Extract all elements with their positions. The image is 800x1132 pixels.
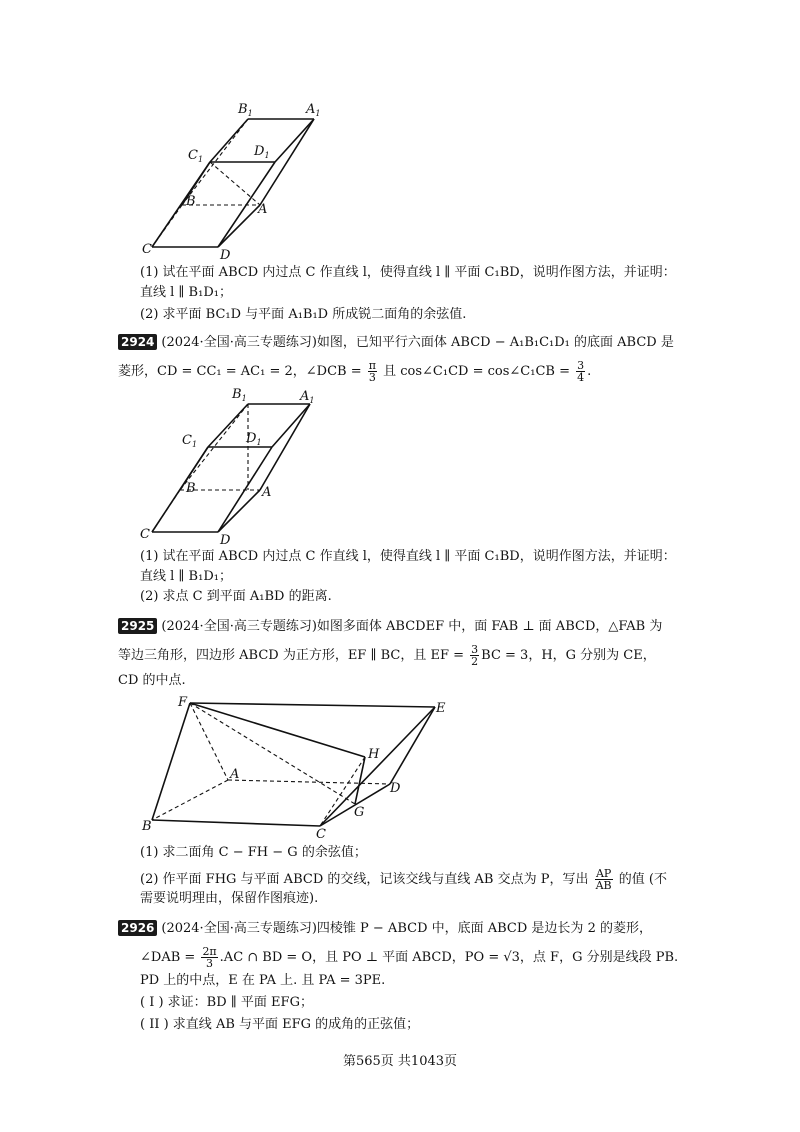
label-G: G (354, 805, 365, 820)
fraction-3-over-2: $\frac{3}{2}$ (471, 643, 479, 668)
p2924-q1a: (1) 试在平面 ABCD 内过点 C 作直线 l，使得直线 l ∥ 平面 C₁BD，说明作图方法，并证明： (140, 549, 676, 564)
p2925-q1: (1) 求二面角 C − FH − G 的余弦值； (140, 845, 367, 860)
label-A1: $A_1$ (306, 102, 321, 118)
p2925-line1: 2925 (2024·全国·高三专题练习)如图多面体 ABCDEF 中，面 FAB ⊥ 面 ABCD，△FAB 为 (118, 618, 662, 636)
page-footer: 第565页 共1043页 (342, 1054, 458, 1069)
label-E: E (436, 701, 446, 716)
label-B1: $B_1$ (238, 102, 253, 118)
p2923-q1a: (1) 试在平面 ABCD 内过点 C 作直线 l，使得直线 l ∥ 平面 C₁BD，说明作图方法，并证明： (140, 265, 676, 280)
label-D: D (220, 533, 231, 548)
p2924-q2: (2) 求点 C 到平面 A₁BD 的距离. (140, 589, 332, 604)
figure-parallelepiped-1 (130, 95, 340, 265)
label-B: B (186, 194, 196, 209)
label-A: A (230, 767, 240, 782)
fraction-AP-over-AB: $\frac{AP}{AB}$ (595, 867, 612, 892)
p2926-q1: ( I ) 求证：BD ∥ 平面 EFG； (140, 995, 313, 1010)
label-D: D (390, 781, 401, 796)
p2924-line1: 2924 (2024·全国·高三专题练习)如图，已知平行六面体 ABCD − A₁B₁C₁D₁ 的底面 ABCD 是 (118, 334, 674, 352)
figure-polyhedron (140, 692, 460, 842)
p2925-q2a: (2) 作平面 FHG 与平面 ABCD 的交线，记该交线与直线 AB 交点为 P，写出 $\frac{AP}{AB}$ 的值 (不 (140, 867, 667, 892)
label-D: D (220, 248, 231, 263)
p2926-line3: PD 上的中点，E 在 PA 上. 且 PA = 3PE. (140, 973, 386, 988)
fraction-3-over-4: $\frac{3}{4}$ (577, 359, 585, 384)
fraction-pi-over-3: $\frac{\pi}{3}$ (368, 359, 376, 384)
p2926-q2: ( II ) 求直线 AB 与平面 EFG 的成角的正弦值； (140, 1017, 420, 1032)
label-C1: $C_1$ (182, 433, 198, 449)
label-F: F (178, 695, 188, 710)
p2925-line2: 等边三角形，四边形 ABCD 为正方形，EF ∥ BC，且 EF = $\frac{3}{2}$ BC = 3，H，G 分别为 CE， (118, 643, 656, 668)
p2923-q1b: 直线 l ∥ B₁D₁； (140, 285, 232, 300)
label-C: C (140, 527, 150, 542)
p2925-line3: CD 的中点. (118, 673, 186, 688)
problem-number: 2926 (118, 920, 157, 936)
p2923-q2: (2) 求平面 BC₁D 与平面 A₁B₁D 所成锐二面角的余弦值. (140, 307, 467, 322)
label-D1: $D_1$ (246, 431, 262, 447)
problem-number: 2925 (118, 618, 157, 634)
label-A: A (262, 485, 272, 500)
p2924-line2: 菱形，CD = CC₁ = AC₁ = 2，∠DCB = $\frac{\pi}{3}$ 且 cos∠C₁CD = cos∠C₁CB = $\frac{3}{4}$ . (118, 359, 592, 384)
label-A: A (258, 202, 268, 217)
figure-parallelepiped-2 (130, 382, 340, 548)
p2926-line2: ∠DAB = $\frac{2\pi}{3}$ .AC ∩ BD = O，且 PO ⊥ 平面 ABCD，PO = √3，点 F，G 分别是线段 PB. (140, 945, 679, 970)
problem-number: 2924 (118, 334, 157, 350)
p2924-q1b: 直线 l ∥ B₁D₁； (140, 569, 232, 584)
label-B: B (142, 819, 152, 834)
label-A1: $A_1$ (300, 389, 315, 405)
p2926-line1: 2926 (2024·全国·高三专题练习)四棱锥 P − ABCD 中，底面 ABCD 是边长为 2 的菱形， (118, 920, 652, 938)
fraction-2pi-over-3: $\frac{2\pi}{3}$ (202, 945, 217, 970)
label-C: C (316, 827, 326, 842)
label-B: B (186, 481, 196, 496)
label-H: H (368, 747, 380, 762)
label-C: C (142, 242, 152, 257)
label-D1: $D_1$ (254, 144, 270, 160)
label-C1: $C_1$ (188, 148, 204, 164)
label-B1: $B_1$ (232, 387, 247, 403)
p2925-q2c: 需要说明理由，保留作图痕迹). (140, 891, 319, 906)
